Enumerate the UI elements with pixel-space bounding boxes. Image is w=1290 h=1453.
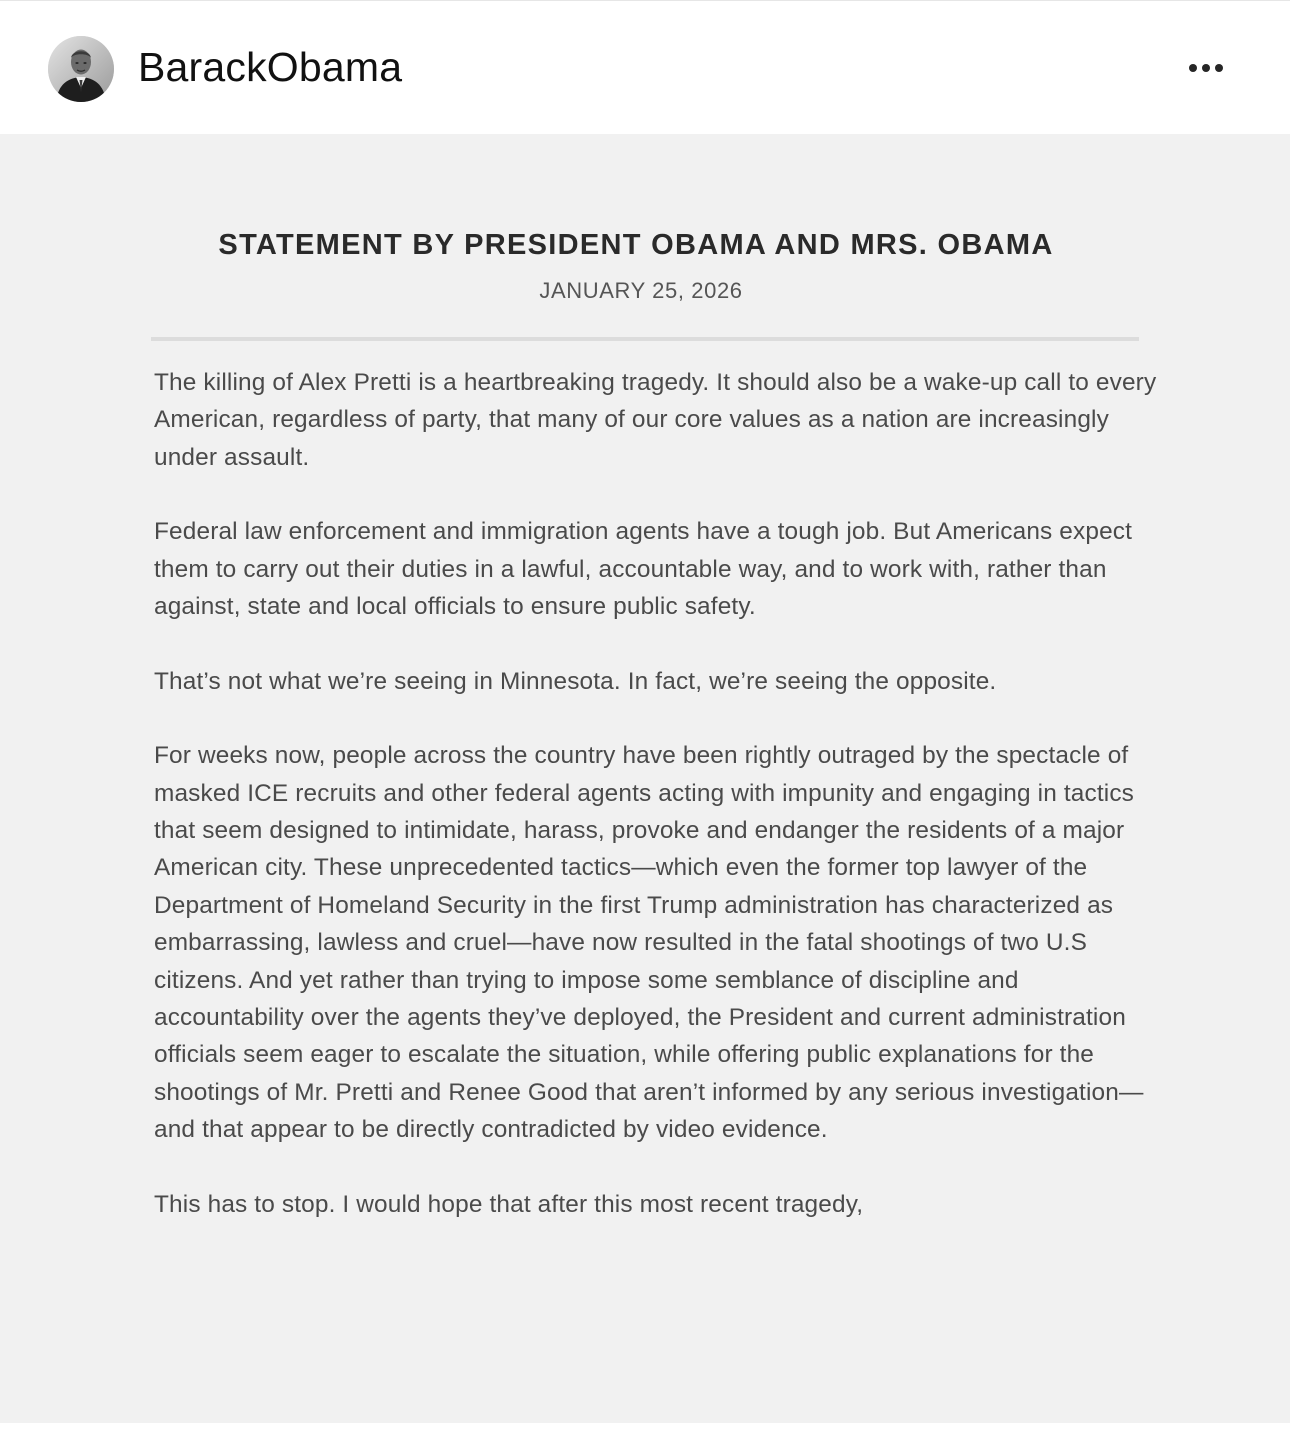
statement-paragraph: This has to stop. I would hope that after this most recent tragedy,: [154, 1190, 864, 1218]
avatar[interactable]: [48, 36, 114, 102]
username[interactable]: BarackObama: [138, 44, 403, 90]
statement-paragraph: That’s not what we’re seeing in Minnesota. In fact, we’re seeing the opposite.: [154, 667, 997, 695]
more-horizontal-icon-dot: [1215, 64, 1223, 72]
statement-paragraph: For weeks now, people across the country have been rightly outraged by the spectacle of masked ICE recruits and other federal agents acting with impunity and engaging in tactics that seem designed to intimidate, harass, provoke and endanger the residents of a major American city. These unprecedented tactics—which even the former top lawyer of the Department of Homeland Security in the first Trump administration has characterized as embarrassing, lawless and cruel—have now resulted in the fatal shootings of two U.S citizens. And yet rather than trying to impose some semblance of discipline and accountability over the agents they’ve deployed, the President and current administration officials seem eager to escalate the situation, while offering public explanations for the shootings of Mr. Pretti and Renee Good that aren’t informed by any serious investigation—and that appear to be directly contradicted by video evidence.: [154, 742, 1144, 1143]
statement-date: JANUARY 25, 2026: [539, 278, 743, 303]
profile-photo-icon: [48, 36, 114, 102]
more-options-button[interactable]: [1176, 51, 1236, 85]
more-horizontal-icon: [1189, 64, 1197, 72]
statement-title: STATEMENT BY PRESIDENT OBAMA AND MRS. OBAMA: [218, 229, 1054, 261]
statement-paragraph: The killing of Alex Pretti is a heartbreaking tragedy. It should also be a wake-up call to every American, regardless of party, that many of our core values as a nation are increasingly under assault.: [154, 369, 1157, 471]
more-horizontal-icon-dot: [1202, 64, 1210, 72]
statement-paragraph: Federal law enforcement and immigration agents have a tough job. But Americans expect them to carry out their duties in a lawful, accountable way, and to work with, rather than against, state and local officials to ensure public safety.: [154, 518, 1133, 621]
post-header: [0, 0, 1290, 134]
bottom-strip: [0, 1423, 1290, 1453]
divider: [151, 337, 1139, 341]
statement-body: [154, 364, 1162, 1260]
post-image[interactable]: [0, 134, 1290, 1423]
